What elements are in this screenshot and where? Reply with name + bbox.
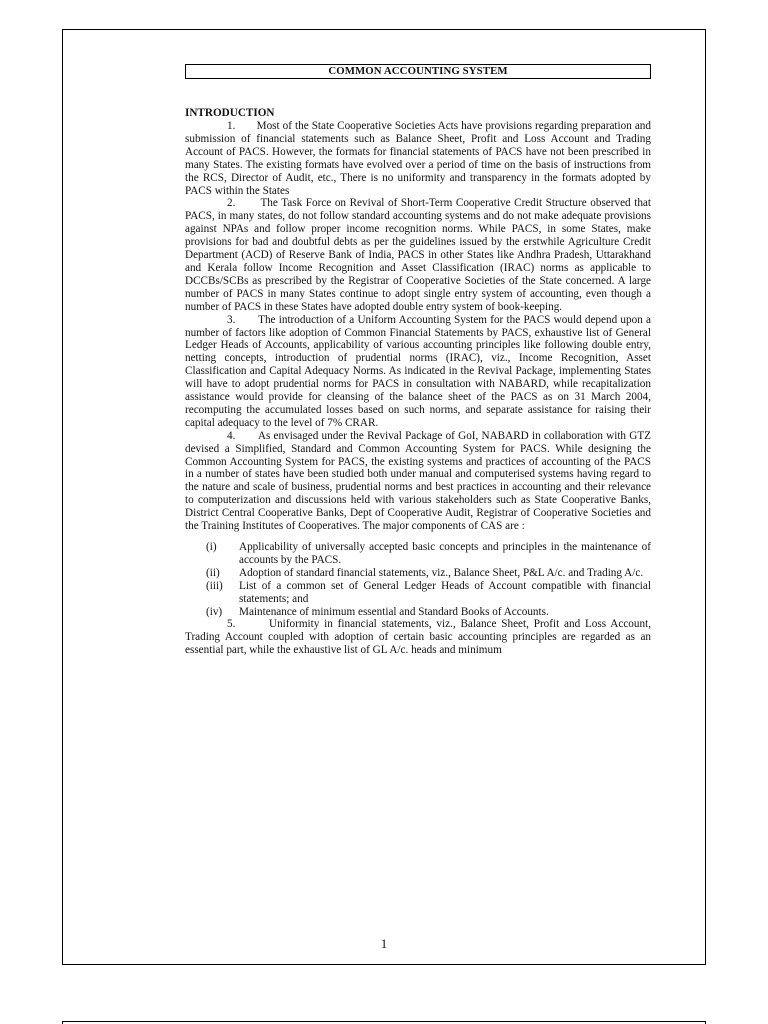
paragraph-3: 3. The introduction of a Uniform Accounting System for the PACS would depend upon a number of factors like adoption of Common Financial Statements by PACS, exhaustive list of General Ledger Heads of Accounts, applicability of various accounting principles like following double entry, netting concepts, introduction of prudential norms (IRAC), viz., Income Recognition, Asset Classification and Capital Adequacy Norms. As indicated in the Revival Package, implementing States will have to adopt prudential norms for PACS in consultation with NABARD, while recapitalization assistance would provide for cleansing of the balance sheet of the PACS as on 31 March 2004, recomputing the accumulated losses based on such norms, and separate assistance for raising their capital adequacy to the level of 7% CRAR.	[185, 313, 651, 429]
list-item-number: (i)	[206, 541, 217, 553]
list-item	[185, 580, 651, 606]
document-page	[62, 29, 706, 965]
page-number: 1	[380, 936, 388, 951]
list-item-text: List of a common set of General Ledger Heads of Account compatible with financial statements; and	[239, 579, 651, 605]
list-item-number: (ii)	[206, 566, 220, 579]
list-item	[185, 567, 651, 580]
list-item	[185, 541, 651, 567]
page-content	[185, 64, 651, 657]
paragraph-5: 5. Uniformity in financial statements, viz., Balance Sheet, Profit and Loss Account, Trading Account coupled with adoption of certain basic accounting principles are regarded as an essential part, while the exhaustive list of GL A/c. heads and minimum	[185, 618, 651, 657]
list-item	[185, 606, 651, 619]
paragraph-1: 1. Most of the State Cooperative Societies Acts have provisions regarding preparation and submission of financial statements such as Balance Sheet, Profit and Loss Account and Trading Account of PACS. However, the formats for financial statements of PACS have not been prescribed in many States. The existing formats have evolved over a period of time on the basis of instructions from the RCS, Director of Audit, etc., There is no uniformity and transparency in the formats adopted by PACS within the States	[185, 120, 651, 197]
list-item-text: Maintenance of minimum essential and Standard Books of Accounts.	[239, 605, 549, 618]
paragraph-4: 4. As envisaged under the Revival Package of GoI, NABARD in collaboration with GTZ devised a Simplified, Standard and Common Accounting System for PACS. While designing the Common Accounting System for PACS, the existing systems and practices of accounting of the PACS in a number of states have been studied both under manual and computerised systems having regard to the nature and scale of business, prudential norms and best practices in accounting and their relevance to computerization and discussions held with various stakeholders such as State Cooperative Banks, District Central Cooperative Banks, Dept of Cooperative Audit, Registrar of Cooperative Societies and the Training Institutes of Cooperatives. The major components of CAS are :	[185, 429, 651, 533]
list-item-number: (iv)	[206, 605, 223, 618]
list-item-text: Adoption of standard financial statements, viz., Balance Sheet, P&L A/c. and Trading A/c.	[239, 566, 644, 579]
section-heading: INTRODUCTION	[185, 107, 275, 119]
list-item-number: (iii)	[206, 579, 223, 592]
list-item-text: Applicability of universally accepted basic concepts and principles in the maintenance of accounts by the PACS.	[239, 541, 651, 566]
cas-components-list	[185, 541, 651, 618]
paragraph-2: 2. The Task Force on Revival of Short-Term Cooperative Credit Structure observed that PACS, in many states, do not follow standard accounting systems and do not make adequate provisions against NPAs and follow proper income recognition norms. While PACS, in some States, make provisions for bad and doubtful debts as per the guidelines issued by the erstwhile Agriculture Credit Department (ACD) of Reserve Bank of India, PACS in other States like Andhra Pradesh, Uttarakhand and Kerala follow Income Recognition and Asset Classification (IRAC) norms as applicable to DCCBs/SCBs as prescribed by the Registrar of Cooperative Societies of the State concerned. A large number of PACS in many States continue to adopt single entry system of accounting, even though a number of PACS in these States have adopted double entry system of book-keeping.	[185, 197, 651, 313]
document-title: COMMON ACCOUNTING SYSTEM	[185, 64, 651, 79]
